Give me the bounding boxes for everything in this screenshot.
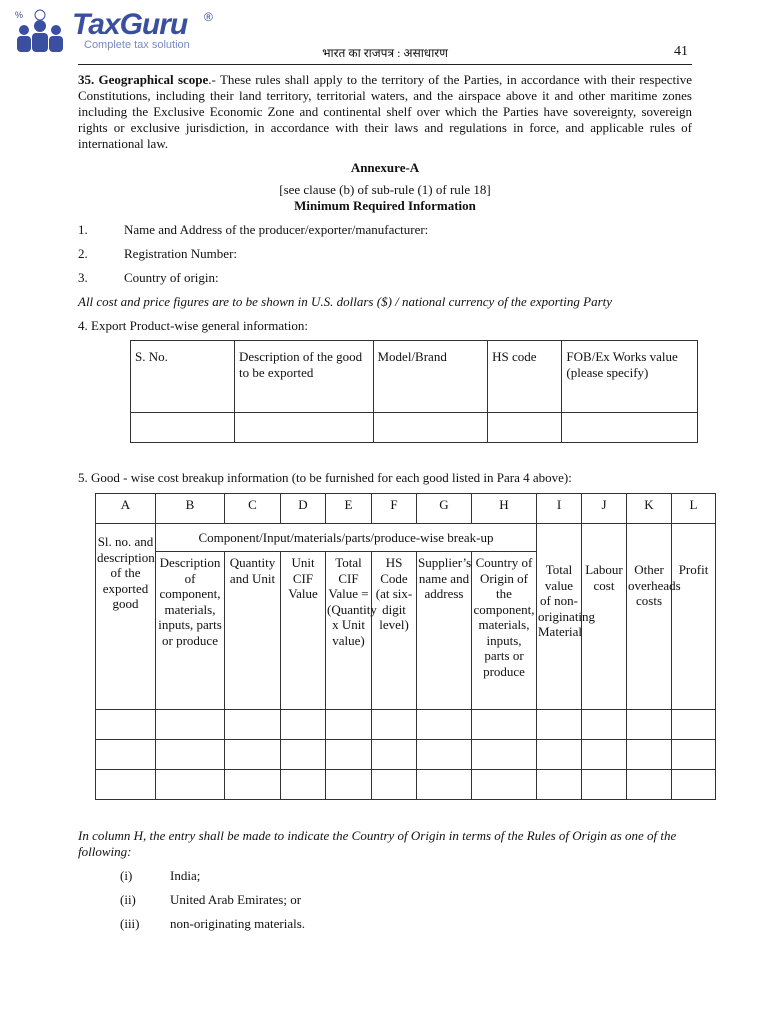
table-cell [417, 710, 472, 740]
column-header: HS Code (at six-digit level) [372, 552, 417, 710]
table-cell [96, 710, 156, 740]
column-a-header: Sl. no. and description of the exported good [96, 524, 156, 710]
svg-text:%: % [15, 10, 24, 20]
item-number: 2. [78, 246, 88, 261]
section-5-title: 5. Good - wise cost breakup information (to be furnished for each good listed in Para 4 above): [78, 470, 572, 485]
item-text: Registration Number: [124, 246, 238, 261]
column-header: Country of Origin of the component, materials, inputs, parts or produce [472, 552, 537, 710]
table-cell [131, 413, 235, 443]
column-letter: C [225, 494, 281, 524]
table-cell [472, 770, 537, 800]
table-cell [281, 770, 326, 800]
table-cell [96, 770, 156, 800]
annexure-heading: Minimum Required Information [294, 198, 476, 213]
column-header: Total value of non-originating Material [537, 524, 582, 710]
table-cell [156, 710, 225, 740]
table-cell [627, 770, 672, 800]
section-4-title: 4. Export Product-wise general information: [78, 318, 308, 333]
item-text: non-originating materials. [170, 916, 306, 931]
column-letter: L [672, 494, 716, 524]
registered-icon: ® [204, 10, 213, 24]
item-text: Name and Address of the producer/exporter/manufacturer: [124, 222, 429, 237]
paragraph-35-heading: 35. Geographical scope [78, 72, 209, 87]
item-text: Country of origin: [124, 270, 219, 285]
table-cell [372, 740, 417, 770]
cost-breakup-table [95, 493, 716, 800]
merged-component-header: Component/Input/materials/parts/produce-wise break-up [156, 524, 537, 552]
export-info-table [130, 340, 698, 443]
currency-note: All cost and price figures are to be shown in U.S. dollars ($) / national currency of the exporting Party [78, 294, 613, 309]
table-header-cell: Description of the good to be exported [235, 341, 373, 413]
table-header-cell: HS code [488, 341, 562, 413]
column-header: Total CIF Value = (Quantity x Unit value) [326, 552, 372, 710]
column-header: Quantity and Unit [225, 552, 281, 710]
logo-tagline: Complete tax solution [84, 39, 190, 51]
table-cell [417, 740, 472, 770]
item-number: 3. [78, 270, 88, 285]
table-cell [281, 740, 326, 770]
item-text: United Arab Emirates; or [170, 892, 302, 907]
table-cell [488, 413, 562, 443]
logo-brand: TaxGuru [72, 8, 188, 41]
item-number: (i) [120, 868, 133, 883]
table-cell [373, 413, 488, 443]
column-header: Unit CIF Value [281, 552, 326, 710]
table-cell [582, 740, 627, 770]
column-header: Description of component, materials, inputs, parts or produce [156, 552, 225, 710]
table-cell [372, 710, 417, 740]
column-header: Labour cost [582, 524, 627, 710]
paragraph-35-text: .- These rules shall apply to the territory of the Parties, in accordance with their respective Constitutions, including their land territory, territorial waters, and the airspace above it and other maritime zones including the Exclusive Economic Zone and continental shelf over which the Parties have sovereignty, sovereign rights or exclusive jurisdiction, in accordance with their laws and regulations in force, and applicable rules of international law. [78, 72, 692, 151]
table-cell [326, 740, 372, 770]
item-number: (iii) [120, 916, 140, 931]
annexure-subtitle: [see clause (b) of sub-rule (1) of rule 18] [279, 182, 491, 197]
table-cell [537, 740, 582, 770]
column-header: Other overheads costs [627, 524, 672, 710]
table-cell [156, 770, 225, 800]
table-cell [281, 710, 326, 740]
table-cell [582, 710, 627, 740]
table-cell [326, 770, 372, 800]
table-header-cell: S. No. [131, 341, 235, 413]
table-cell [627, 710, 672, 740]
column-header: Supplier’s name and address [417, 552, 472, 710]
column-letter: G [417, 494, 472, 524]
item-number: (ii) [120, 892, 136, 907]
table-cell [537, 710, 582, 740]
table-cell [225, 740, 281, 770]
table-cell [225, 770, 281, 800]
header-rule [78, 64, 692, 65]
annexure-title: Annexure-A [350, 160, 420, 175]
paragraph-35 [78, 72, 692, 152]
column-letter: I [537, 494, 582, 524]
table-cell [96, 740, 156, 770]
table-cell [326, 710, 372, 740]
column-letter: B [156, 494, 225, 524]
page-number: 41 [674, 44, 688, 59]
table-header-cell: Model/Brand [373, 341, 488, 413]
item-number: 1. [78, 222, 88, 237]
table-cell [472, 710, 537, 740]
table-cell [562, 413, 698, 443]
column-letter: A [96, 494, 156, 524]
table-cell [672, 710, 716, 740]
table-cell [537, 770, 582, 800]
table-cell [156, 740, 225, 770]
table-cell [417, 770, 472, 800]
column-letter: J [582, 494, 627, 524]
table-cell [627, 740, 672, 770]
table-cell [225, 710, 281, 740]
table-cell [472, 740, 537, 770]
gazette-title: भारत का राजपत्र : असाधारण [322, 46, 448, 60]
column-letter: H [472, 494, 537, 524]
table-cell [372, 770, 417, 800]
table-cell [672, 740, 716, 770]
column-letter: F [372, 494, 417, 524]
table-cell [582, 770, 627, 800]
column-h-note: In column H, the entry shall be made to indicate the Country of Origin in terms of the Rules of Origin as one of the following: [78, 828, 677, 859]
table-cell [235, 413, 373, 443]
table-header-cell: FOB/Ex Works value (please specify) [562, 341, 698, 413]
table-cell [672, 770, 716, 800]
column-letter: E [326, 494, 372, 524]
item-text: India; [170, 868, 201, 883]
column-letter: K [627, 494, 672, 524]
column-letter: D [281, 494, 326, 524]
column-header: Profit [672, 524, 716, 710]
